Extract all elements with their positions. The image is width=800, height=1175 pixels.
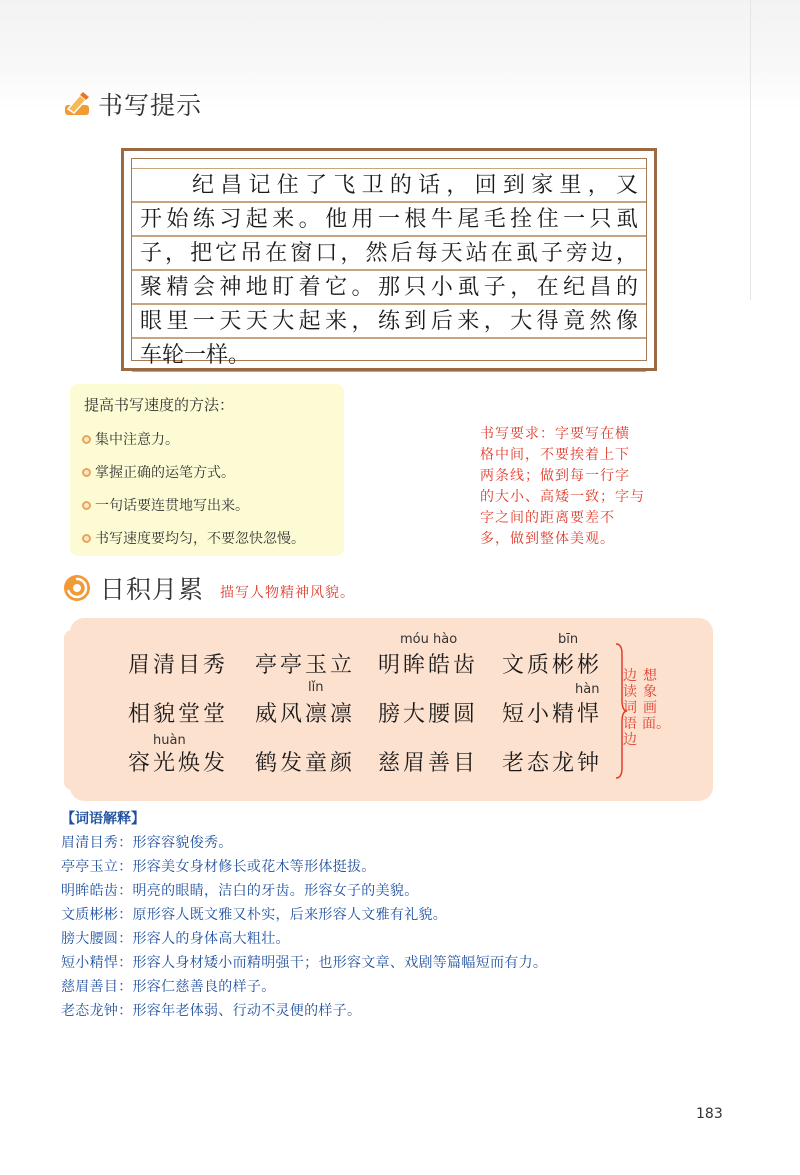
- tip-text: 一句话要连贯地写出来。: [95, 498, 249, 514]
- tip-text: 集中注意力。: [95, 432, 179, 448]
- pinyin-annotation: lǐn: [308, 680, 324, 695]
- passage-grid: [131, 158, 647, 368]
- vocab-word: 威风凛凛: [255, 702, 356, 727]
- section-title: 日积月累: [100, 575, 205, 604]
- definition-item: 明眸皓齿：明亮的眼睛，洁白的牙齿。形容女子的美貌。: [61, 883, 419, 899]
- definition-item: 慈眉善目：形容仁慈善良的样子。: [61, 979, 276, 995]
- pinyin-annotation: hàn: [575, 682, 600, 697]
- section-subtitle: 描写人物精神风貌。: [220, 585, 356, 601]
- requirement-line: 格中间，不要挨着上下: [480, 447, 630, 463]
- spiral-leaf-icon: [62, 573, 92, 603]
- tips-heading: 提高书写速度的方法：: [84, 396, 235, 414]
- definition-item: 膀大腰圆：形容人的身体高大粗壮。: [61, 931, 290, 947]
- vocab-word: 明眸皓齿: [378, 653, 479, 678]
- bullet-icon: [82, 501, 91, 510]
- page-number: 183: [696, 1106, 723, 1122]
- tip-item: [82, 495, 249, 515]
- vocab-word: 膀大腰圆: [378, 702, 479, 727]
- bullet-icon: [82, 534, 91, 543]
- margin-rule: [750, 0, 751, 300]
- passage-line: 纪昌记住了飞卫的话，回到家里，又: [132, 168, 646, 202]
- vocab-word: 眉清目秀: [128, 653, 229, 678]
- side-note: 想象画面。: [642, 668, 670, 732]
- definition-item: 眉清目秀：形容容貌俊秀。: [61, 835, 233, 851]
- bullet-icon: [82, 468, 91, 477]
- vocab-word: 短小精悍: [502, 702, 603, 727]
- accumulation-heading: [62, 568, 355, 608]
- writing-requirement-note: [480, 424, 655, 550]
- tip-item: [82, 462, 235, 482]
- requirement-line: 的大小、高矮一致；字与: [480, 489, 645, 505]
- passage-box: [121, 148, 657, 371]
- definition-item: 亭亭玉立：形容美女身材修长或花木等形体挺拔。: [61, 859, 376, 875]
- definition-item: 老态龙钟：形容年老体弱、行动不灵便的样子。: [61, 1003, 362, 1019]
- side-note: 边读词语边: [623, 668, 637, 748]
- writing-hint-heading: [62, 84, 202, 124]
- tip-text: 掌握正确的运笔方式。: [95, 465, 235, 481]
- vocab-word: 相貌堂堂: [128, 702, 229, 727]
- passage-line: 聚精会神地盯着它。那只小虱子，在纪昌的: [132, 270, 646, 304]
- definition-item: 文质彬彬：原形容人既文雅又朴实，后来形容人文雅有礼貌。: [61, 907, 448, 923]
- passage-line: 子，把它吊在窗口，然后每天站在虱子旁边，: [132, 236, 646, 270]
- section-title: 书写提示: [98, 91, 203, 120]
- requirement-line: 多，做到整体美观。: [480, 531, 615, 547]
- passage-line: 眼里一天天大起来，练到后来，大得竟然像: [132, 304, 646, 338]
- vocabulary-panel: [70, 618, 713, 801]
- passage-line: 开始练习起来。他用一根牛尾毛拴住一只虱: [132, 202, 646, 236]
- vocab-word: 容光焕发: [128, 751, 229, 776]
- pencil-icon: [62, 89, 92, 119]
- speed-tips-box: [70, 384, 344, 556]
- vocab-word: 慈眉善目: [378, 751, 479, 776]
- requirement-line: 书写要求：字要写在横: [480, 426, 630, 442]
- pinyin-annotation: bīn: [558, 632, 579, 647]
- requirement-line: 字之间的距离要差不: [480, 510, 615, 526]
- vocab-word: 亭亭玉立: [255, 653, 356, 678]
- tip-item: [82, 429, 179, 449]
- vocab-word: 老态龙钟: [502, 751, 603, 776]
- definitions-heading: 【词语解释】: [61, 811, 145, 827]
- passage-line: 车轮一样。: [132, 338, 646, 372]
- tip-item: [82, 528, 305, 548]
- vocab-word: 鹤发童颜: [255, 751, 356, 776]
- definition-item: 短小精悍：形容人身材矮小而精明强干；也形容文章、戏剧等篇幅短而有力。: [61, 955, 548, 971]
- vocab-word: 文质彬彬: [502, 653, 603, 678]
- pinyin-annotation: móu hào: [400, 632, 458, 647]
- tip-text: 书写速度要均匀，不要忽快忽慢。: [95, 531, 305, 547]
- bullet-icon: [82, 435, 91, 444]
- pinyin-annotation: huàn: [153, 733, 186, 748]
- requirement-line: 两条线；做到每一行字: [480, 468, 630, 484]
- panel-edge: [64, 630, 80, 790]
